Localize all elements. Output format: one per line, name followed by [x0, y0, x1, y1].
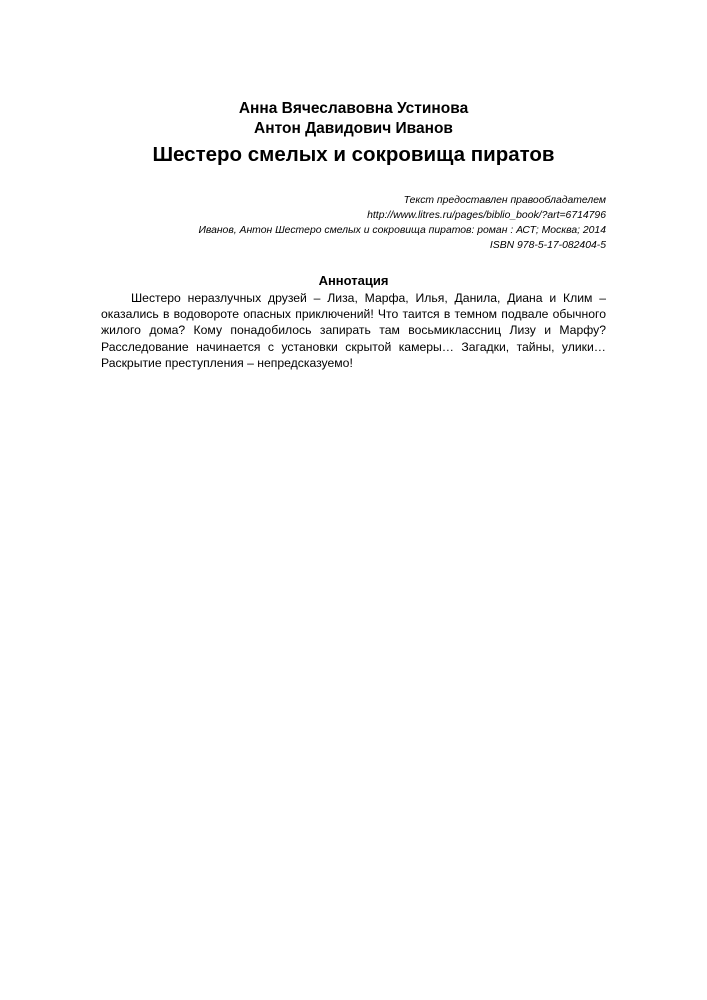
- annotation-line: Раскрытие преступления – непредсказуемо!: [101, 355, 353, 370]
- rights-holder-note: Текст предоставлен правообладателем: [403, 195, 606, 206]
- book-title: Шестеро смелых и сокровища пиратов: [152, 143, 555, 166]
- author-name-1: Анна Вячеславовна Устинова: [238, 100, 469, 117]
- annotation-line: оказались в водовороте опасных приключений! Что таится в темном подвале обычного: [101, 307, 606, 322]
- isbn: ISBN 978-5-17-082404-5: [489, 240, 606, 251]
- bibliographic-record: Иванов, Антон Шестеро смелых и сокровища пиратов: роман : АСТ; Москва; 2014: [198, 225, 606, 236]
- source-url: http://www.litres.ru/pages/biblio_book/?art=6714796: [367, 210, 606, 221]
- annotation-heading: Аннотация: [318, 273, 389, 288]
- publication-info: [198, 193, 606, 253]
- annotation-line: Шестеро неразлучных друзей – Лиза, Марфа, Илья, Данила, Диана и Клим –: [131, 291, 606, 305]
- author-name-2: Антон Давидович Иванов: [254, 120, 453, 137]
- annotation-line: Расследование начинается с установки скрытой камеры… Загадки, тайны, улики…: [101, 339, 606, 354]
- annotation-text: [101, 290, 606, 371]
- annotation-line: жилого дома? Кому понадобилось запирать там восьмиклассниц Лизу и Марфу?: [101, 323, 606, 338]
